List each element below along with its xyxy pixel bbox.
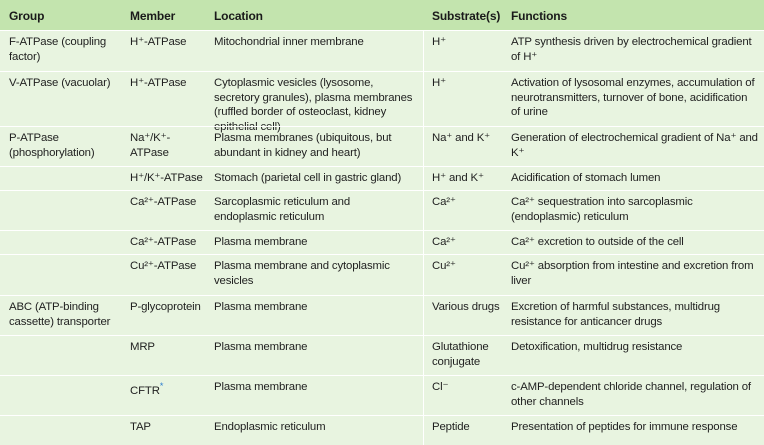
cell-substrate: Various drugs: [432, 301, 500, 313]
cell-functions: Ca²⁺ excretion to outside of the cell: [511, 236, 684, 248]
cell-member: H⁺-ATPase: [130, 77, 187, 89]
cell-substrate: Cl⁻: [432, 381, 449, 393]
cell-location: Plasma membrane: [214, 236, 308, 248]
cell-functions: Cu²⁺ absorption from intestine and excretion from liver: [511, 260, 754, 287]
cell-functions: Ca²⁺ sequestration into sarcoplasmic (endoplasmic) reticulum: [511, 196, 693, 223]
cell-member: [130, 380, 208, 398]
cell-location: Sarcoplasmic reticulum and endoplasmic reticulum: [214, 196, 351, 223]
cell-functions: c-AMP-dependent chloride channel, regulation of other channels: [511, 381, 751, 408]
cell-substrate: H⁺ and K⁺: [432, 172, 484, 184]
table-row: [0, 230, 764, 254]
cell-substrate: H⁺: [432, 77, 446, 89]
header-substrate: Substrate(s): [432, 9, 501, 23]
cell-substrate: Peptide: [432, 421, 470, 433]
footnote-mark: *: [159, 381, 164, 392]
table-row: [0, 335, 764, 375]
cell-location: Stomach (parietal cell in gastric gland): [214, 172, 402, 184]
cell-functions: Activation of lysosomal enzymes, accumulation of neurotransmitters, turnover of bone, acidification of urine: [511, 77, 755, 118]
cell-location: Plasma membrane: [214, 341, 308, 353]
table-header: [0, 0, 764, 30]
cell-location: Plasma membranes (ubiquitous, but abundant in kidney and heart): [214, 132, 392, 159]
cell-functions: Excretion of harmful substances, multidrug resistance for anticancer drugs: [511, 301, 720, 328]
cell-location: Plasma membrane and cytoplasmic vesicles: [214, 260, 390, 287]
header-location: Location: [214, 9, 263, 23]
table-row: [0, 30, 764, 71]
header-group: Group: [9, 9, 45, 23]
cell-location: Endoplasmic reticulum: [214, 421, 326, 433]
cell-member: TAP: [130, 421, 151, 433]
table-row: [0, 415, 764, 445]
cell-functions: Presentation of peptides for immune response: [511, 421, 738, 433]
table-row: [0, 190, 764, 230]
cell-member: Ca²⁺-ATPase: [130, 196, 197, 208]
member-name: CFTR: [130, 384, 160, 397]
header-member: Member: [130, 9, 176, 23]
table-row: [0, 71, 764, 133]
cell-substrate: Ca²⁺: [432, 196, 456, 208]
cell-member: Na⁺/K⁺-ATPase: [130, 132, 171, 159]
cell-functions: ATP synthesis driven by electrochemical gradient of H⁺: [511, 36, 752, 63]
table-row: [0, 166, 764, 190]
cell-location: Plasma membrane: [214, 301, 308, 313]
cell-functions: Generation of electrochemical gradient of Na⁺ and K⁺: [511, 132, 758, 159]
table-row: [0, 254, 764, 295]
cell-member: Cu²⁺-ATPase: [130, 260, 197, 272]
cell-member: H⁺-ATPase: [130, 36, 187, 48]
cell-location: Cytoplasmic vesicles (lysosome, secretory granules), plasma membranes (ruffled border of osteoclast, kidney epithelial cell): [214, 77, 413, 133]
cell-member: H⁺/K⁺-ATPase: [130, 172, 203, 184]
cell-substrate: Glutathione conjugate: [432, 341, 489, 368]
cell-functions: Detoxification, multidrug resistance: [511, 341, 683, 353]
cell-group: F-ATPase (coupling factor): [9, 36, 107, 63]
header-functions: Functions: [511, 9, 567, 23]
cell-substrate: Ca²⁺: [432, 236, 456, 248]
cell-location: Plasma membrane: [214, 381, 308, 393]
table-row: [0, 295, 764, 335]
cell-substrate: H⁺: [432, 36, 446, 48]
cell-group: P-ATPase (phosphorylation): [9, 132, 95, 159]
cell-member: Ca²⁺-ATPase: [130, 236, 197, 248]
table-row: [0, 126, 764, 166]
cell-member: MRP: [130, 341, 155, 353]
cell-group: ABC (ATP-binding cassette) transporter: [9, 301, 111, 328]
table-row: [0, 375, 764, 415]
cell-location: Mitochondrial inner membrane: [214, 36, 364, 48]
cell-substrate: Na⁺ and K⁺: [432, 132, 491, 144]
cell-substrate: Cu²⁺: [432, 260, 456, 272]
cell-functions: Acidification of stomach lumen: [511, 172, 661, 184]
cell-group: V-ATPase (vacuolar): [9, 77, 111, 89]
cell-member: P-glycoprotein: [130, 301, 201, 313]
